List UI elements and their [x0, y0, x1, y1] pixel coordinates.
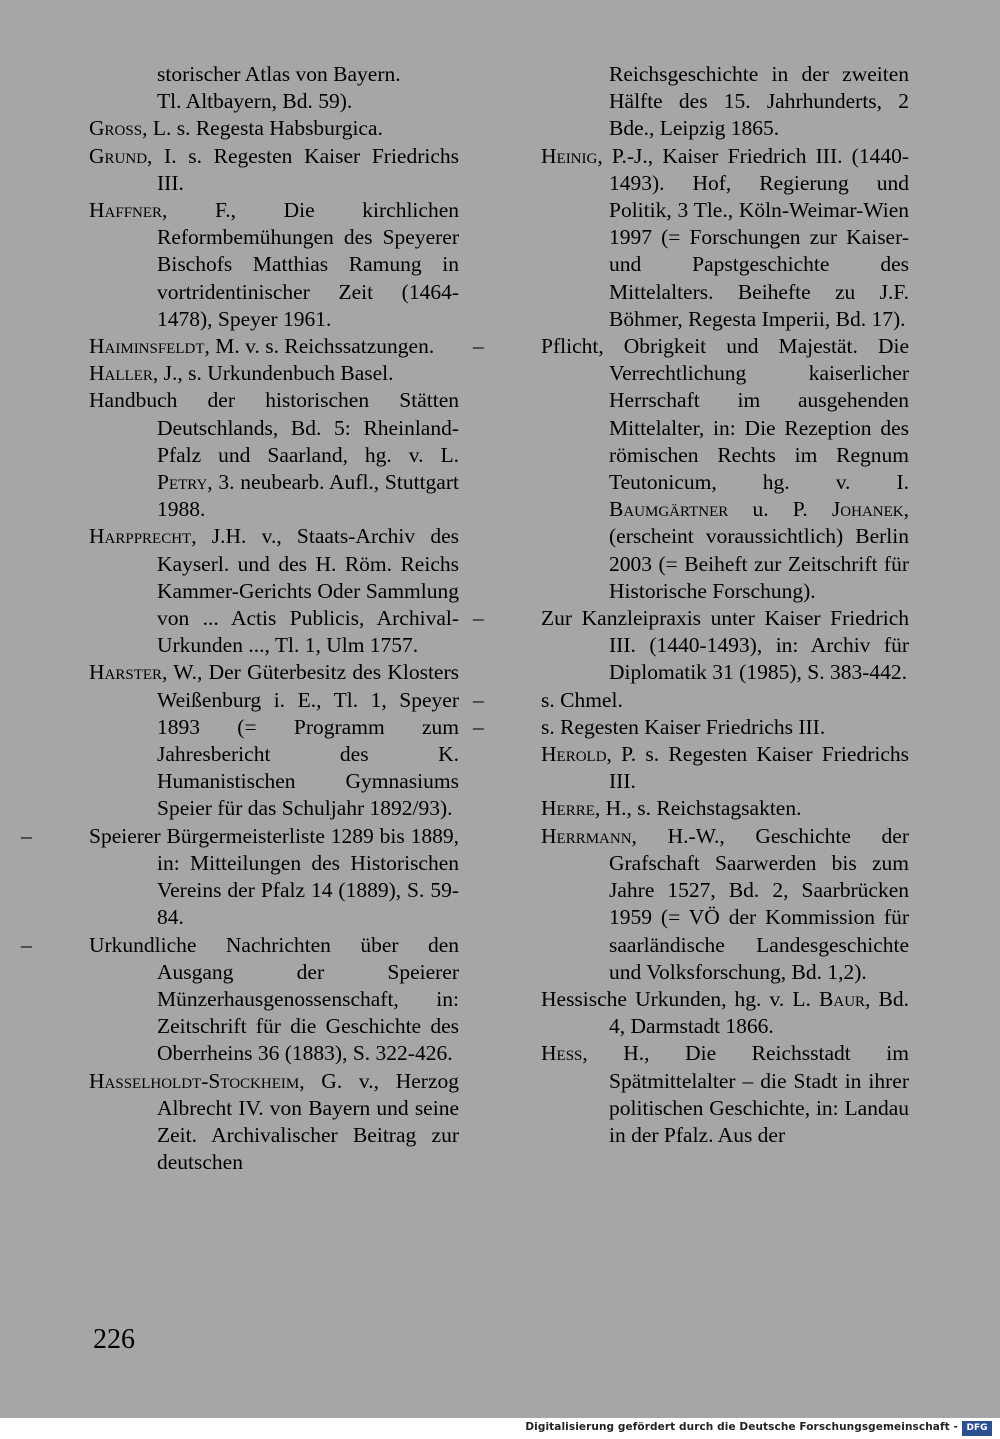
- dash-marker: –: [21, 823, 32, 848]
- author-name: Heinig: [541, 143, 598, 168]
- bibliography-entry: [541, 986, 909, 1040]
- entry-text: , W., Der Güterbesitz des Klosters Weißenburg i. E., Tl. 1, Speyer 1893 (= Programm zum Jahresbericht des K. Humanistischen Gymnasiums Speier für das Schuljahr 1892/93).: [157, 660, 459, 821]
- dash-marker: –: [473, 606, 484, 631]
- right-column: [473, 61, 910, 1149]
- entry-text: , G. v., Herzog Albrecht IV. von Bayern und seine Zeit. Archivalischer Beitrag zur deutschen: [157, 1068, 459, 1175]
- entry-text: Zur Kanzleipraxis unter Kaiser Friedrich III. (1440-1493), in: Archiv für Diplomatik 31 (1985), S. 383-442.: [541, 606, 909, 685]
- footer-bar: [0, 1418, 1000, 1439]
- author-name: Baur: [819, 986, 866, 1011]
- bibliography-entry: [89, 197, 459, 333]
- dash-marker: –: [21, 932, 32, 957]
- author-name: Herre: [541, 796, 595, 821]
- author-name: Gross: [89, 116, 143, 141]
- entry-text: , P. s. Regesten Kaiser Friedrichs III.: [606, 742, 909, 794]
- entry-text: , J.H. v., Staats-Archiv des Kayserl. und des H. Röm. Reichs Kammer-Gerichts Oder Sammlung von ... Actis Publicis, Archival-Urkunden ..., Tl. 1, Ulm 1757.: [157, 524, 459, 658]
- entry-text: , J., s. Urkundenbuch Basel.: [152, 361, 394, 386]
- entry-text: , H., s. Reichstagsakten.: [594, 796, 802, 821]
- author-name: Harster: [89, 660, 163, 685]
- entry-text: , L. s. Regesta Habsburgica.: [142, 116, 383, 141]
- bibliography-entry: [89, 659, 459, 822]
- entry-text: , I. s. Regesten Kaiser Friedrichs III.: [147, 143, 459, 195]
- entry-text: storischer Atlas von Bayern.: [157, 62, 401, 86]
- dash-marker: –: [473, 714, 484, 739]
- entry-text: s. Chmel.: [541, 687, 623, 712]
- entry-text: Reichsgeschichte in der zweiten Hälfte des 15. Jahrhunderts, 2 Bde., Leipzig 1865.: [609, 62, 909, 141]
- entry-text: , Bd. 4, Darmstadt 1866.: [609, 986, 910, 1039]
- entry-continuation: [541, 61, 909, 143]
- bibliography-entry: [89, 1068, 459, 1177]
- entry-text: , P.-J., Kaiser Friedrich III. (1440-1493). Hof, Regierung und Politik, 3 Tle., Köln-Weimar-Wien 1997 (= Forschungen zur Kaiser- und Papstgeschichte des Mittelalters. Beihefte zu J.F. Böhmer, Regesta Imperii, Bd. 17).: [597, 143, 909, 331]
- sub-entry: [21, 823, 459, 932]
- author-name: Haiminsfeldt: [89, 334, 205, 359]
- sub-entry: [473, 605, 909, 687]
- sub-entry: [21, 932, 459, 1068]
- left-column: [21, 61, 459, 1176]
- footer-credit-text: Digitalisierung gefördert durch die Deutsche Forschungsgemeinschaft -: [525, 1421, 958, 1433]
- entry-text: , 3. neubearb. Aufl., Stuttgart 1988.: [157, 470, 459, 522]
- entry-text: , F., Die kirchlichen Reformbemühungen des Speyerer Bischofs Matthias Ramung in vortridentinischer Zeit (1464-1478), Speyer 1961.: [157, 198, 459, 331]
- bibliography-entry: [89, 523, 459, 659]
- entry-text: Pflicht, Obrigkeit und Majestät. Die Verrechtlichung kaiserlicher Herrschaft im ausgehenden Mittelalter, in: Die Rezeption des römischen Rechts im Regnum Teutonicum, hg. v. I.: [541, 334, 909, 495]
- author-name: Heß: [541, 1041, 583, 1066]
- bibliography-entry: [541, 741, 909, 795]
- author-name: Herold: [541, 742, 607, 767]
- entry-text: Handbuch der historischen Stätten Deutschlands, Bd. 5: Rheinland-Pfalz und Saarland, hg. v. L.: [89, 388, 459, 467]
- dash-marker: –: [473, 687, 484, 712]
- author-name: Johanek: [831, 497, 904, 522]
- author-name: Haller: [89, 361, 153, 386]
- entry-text: , (erscheint voraussichtlich) Berlin 2003 (= Beiheft zur Zeitschrift für Historische Forschung).: [609, 497, 909, 603]
- sub-entry: [473, 333, 909, 605]
- bibliography-entry: [89, 143, 459, 197]
- entry-text: u. P.: [728, 497, 832, 522]
- entry-text: Urkundliche Nachrichten über den Ausgang der Speierer Münzerhausgenossenschaft, in: Zeitschrift für die Geschichte des Oberrheins 36 (1883), S. 322-426.: [89, 932, 459, 1066]
- bibliography-entry: [541, 823, 909, 986]
- entry-text: s. Regesten Kaiser Friedrichs III.: [541, 714, 826, 739]
- author-name: Baumgärtner: [609, 497, 729, 522]
- entry-text: Speierer Bürgermeisterliste 1289 bis 1889, in: Mitteilungen des Historischen Vereins der Pfalz 14 (1889), S. 59-84.: [89, 823, 459, 930]
- entry-text: Tl. Altbayern, Bd. 59).: [157, 89, 353, 114]
- bibliography-entry: [541, 143, 909, 333]
- dfg-logo: DFG: [962, 1421, 992, 1436]
- entry-text: , M. v. s. Reichssatzungen.: [204, 334, 435, 359]
- sub-entry: [473, 714, 909, 741]
- page-number: 226: [93, 1324, 135, 1355]
- entry-continuation: [89, 61, 459, 115]
- bibliography-entry: [89, 115, 459, 142]
- entry-text: , H., Die Reichsstadt im Spätmittelalter – die Stadt in ihrer politischen Geschichte, in: Landau in der Pfalz. Aus der: [582, 1041, 909, 1147]
- author-name: Grund: [89, 143, 148, 168]
- author-name: Haffner: [89, 198, 163, 223]
- bibliography-entry: [89, 360, 459, 387]
- bibliography-entry: [89, 333, 459, 360]
- author-name: Hasselholdt-Stockheim: [89, 1068, 300, 1093]
- bibliography-entry: [541, 1040, 909, 1149]
- bibliography-entry: [541, 795, 909, 822]
- dash-marker: –: [473, 334, 484, 359]
- entry-text: , H.-W., Geschichte der Grafschaft Saarwerden bis zum Jahre 1527, Bd. 2, Saarbrücken 1959 (= VÖ der Kommission für saarländische Landesgeschichte und Volksforschung, Bd. 1,2).: [609, 823, 909, 984]
- author-name: Herrmann: [541, 823, 632, 848]
- bibliography-entry: [89, 387, 459, 523]
- author-name: Petry: [157, 470, 208, 495]
- sub-entry: [473, 687, 909, 714]
- entry-text: Hessische Urkunden, hg. v. L.: [541, 986, 820, 1011]
- author-name: Harpprecht: [89, 524, 192, 549]
